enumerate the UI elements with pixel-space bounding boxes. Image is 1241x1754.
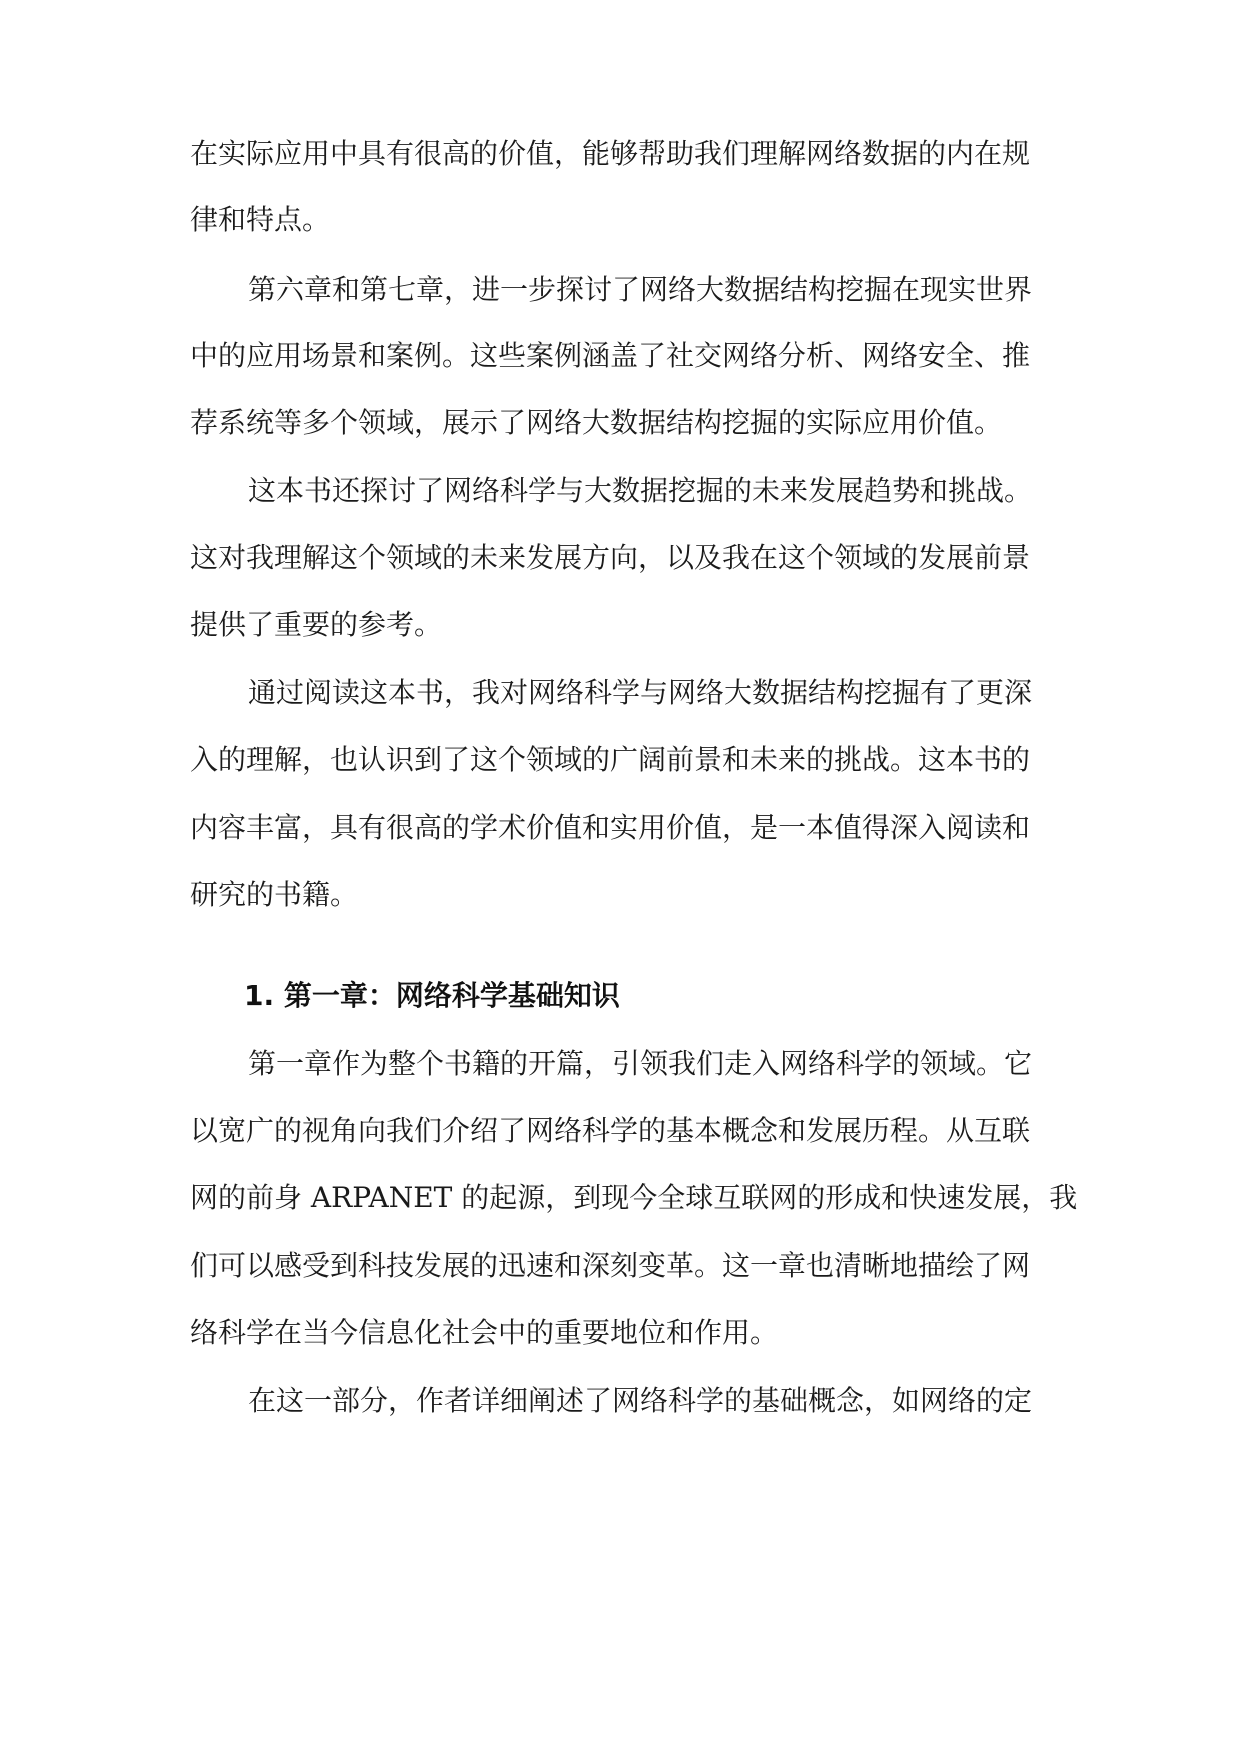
body-text-line: 这本书还探讨了网络科学与大数据挖掘的未来发展趋势和挑战。: [248, 474, 1033, 507]
body-text-line: 第六章和第七章，进一步探讨了网络大数据结构挖掘在现实世界: [248, 273, 1033, 306]
body-text-line: 提供了重要的参考。: [190, 608, 443, 641]
body-text-line: 荐系统等多个领域，展示了网络大数据结构挖掘的实际应用价值。: [190, 406, 1003, 439]
body-text-line: 这对我理解这个领域的未来发展方向，以及我在这个领域的发展前景: [190, 541, 1031, 574]
body-text-line: 内容丰富，具有很高的学术价值和实用价值，是一本值得深入阅读和: [190, 811, 1031, 844]
section-heading: 1. 第一章：网络科学基础知识: [244, 979, 620, 1012]
body-text-line: 们可以感受到科技发展的迅速和深刻变革。这一章也清晰地描绘了网: [190, 1249, 1031, 1282]
body-text-line: 第一章作为整个书籍的开篇，引领我们走入网络科学的领域。它: [248, 1047, 1033, 1080]
body-text-line: 以宽广的视角向我们介绍了网络科学的基本概念和发展历程。从互联: [190, 1114, 1031, 1147]
body-text-line: 络科学在当今信息化社会中的重要地位和作用。: [190, 1316, 779, 1349]
body-text-line: 律和特点。: [190, 203, 331, 236]
body-text-line: 入的理解，也认识到了这个领域的广阔前景和未来的挑战。这本书的: [190, 743, 1031, 776]
body-text-line: 研究的书籍。: [190, 878, 359, 911]
body-text-line: 网的前身 ARPANET 的起源，到现今全球互联网的形成和快速发展，我: [190, 1181, 1078, 1214]
body-text-line: 中的应用场景和案例。这些案例涵盖了社交网络分析、网络安全、推: [190, 339, 1031, 372]
body-text-line: 在这一部分，作者详细阐述了网络科学的基础概念，如网络的定: [248, 1384, 1033, 1417]
body-text-line: 通过阅读这本书，我对网络科学与网络大数据结构挖掘有了更深: [248, 676, 1033, 709]
body-text-line: 在实际应用中具有很高的价值，能够帮助我们理解网络数据的内在规: [190, 137, 1031, 170]
